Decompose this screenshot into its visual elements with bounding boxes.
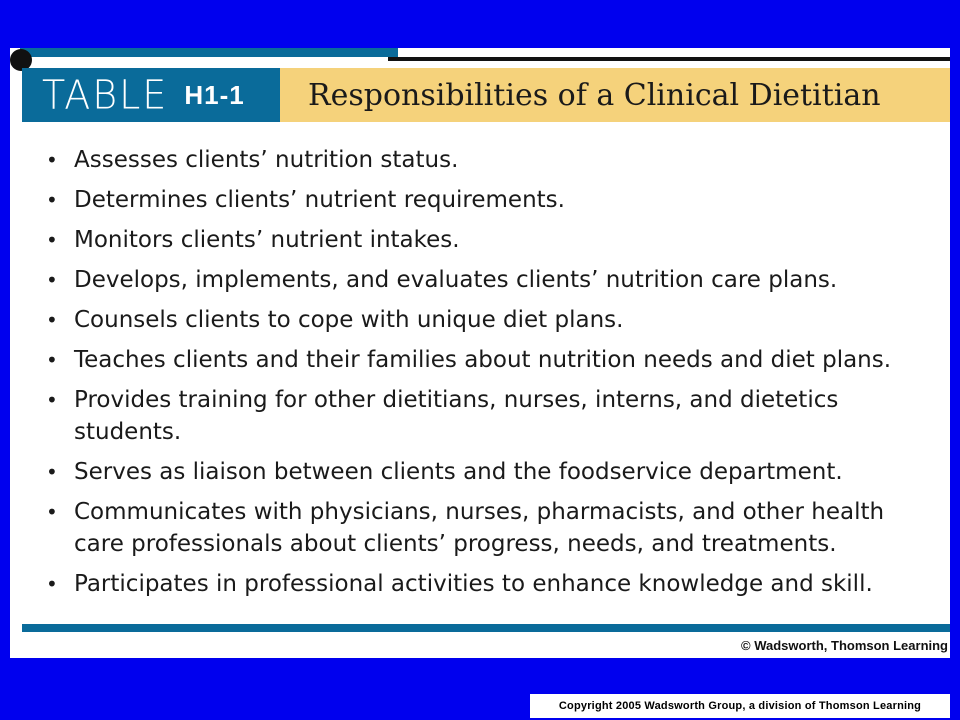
bullet-icon: • <box>46 572 58 596</box>
table-title: Responsibilities of a Clinical Dietitian <box>308 77 881 113</box>
list-item-text: Communicates with physicians, nurses, pharmacists, and other health care professionals about clients’ progress, needs, and treatments. <box>74 499 885 557</box>
table-number: H1-1 <box>184 79 245 110</box>
bullet-icon: • <box>46 460 58 484</box>
publisher-credit: © Wadsworth, Thomson Learning <box>741 638 948 653</box>
list-item <box>46 264 930 296</box>
list-item-text: Serves as liaison between clients and the foodservice department. <box>74 459 843 485</box>
list-item-text: Counsels clients to cope with unique diet plans. <box>74 307 624 333</box>
footer-rule <box>22 624 950 632</box>
list-item <box>46 568 930 600</box>
list-item <box>46 144 930 176</box>
bullet-icon: • <box>46 228 58 252</box>
bullet-icon: • <box>46 348 58 372</box>
bullet-icon: • <box>46 388 58 412</box>
list-item-text: Teaches clients and their families about nutrition needs and diet plans. <box>74 347 892 373</box>
top-rule-black <box>388 57 950 61</box>
responsibilities-list <box>46 144 930 608</box>
list-item-text: Determines clients’ nutrient requirements. <box>74 187 565 213</box>
list-item <box>46 184 930 216</box>
bullet-icon: • <box>46 500 58 524</box>
list-item <box>46 304 930 336</box>
table-panel <box>10 48 950 658</box>
list-item-text: Participates in professional activities to enhance knowledge and skill. <box>74 571 873 597</box>
copyright-notice: Copyright 2005 Wadsworth Group, a division of Thomson Learning <box>530 694 950 718</box>
list-item-text: Develops, implements, and evaluates clients’ nutrition care plans. <box>74 267 838 293</box>
table-word: TABLE <box>42 71 169 119</box>
list-item <box>46 224 930 256</box>
bullet-icon: • <box>46 188 58 212</box>
bullet-icon: • <box>46 268 58 292</box>
list-item <box>46 496 930 560</box>
table-label <box>22 68 280 122</box>
bullet-icon: • <box>46 148 58 172</box>
table-header <box>22 68 950 122</box>
list-item-text: Provides training for other dietitians, nurses, interns, and dietetics students. <box>74 387 839 445</box>
title-band <box>280 68 950 122</box>
list-item <box>46 384 930 448</box>
bullet-icon: • <box>46 308 58 332</box>
top-rule-teal <box>20 48 398 57</box>
list-item <box>46 344 930 376</box>
list-item-text: Assesses clients’ nutrition status. <box>74 147 459 173</box>
list-item-text: Monitors clients’ nutrient intakes. <box>74 227 460 253</box>
list-item <box>46 456 930 488</box>
